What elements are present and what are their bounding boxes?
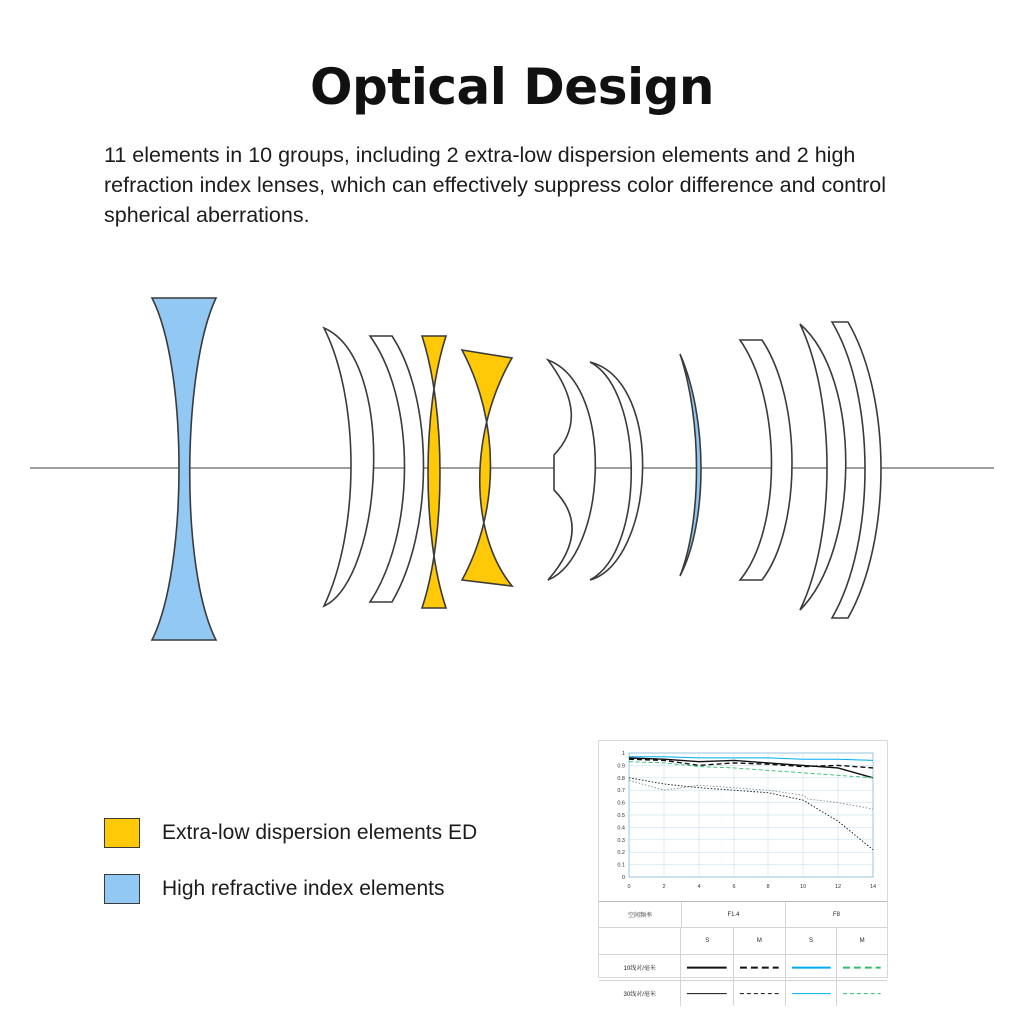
svg-text:6: 6: [732, 884, 736, 890]
svg-text:0.6: 0.6: [617, 800, 625, 807]
lens-element-9: [740, 340, 792, 580]
legend-swatch-high-index: [104, 874, 140, 904]
mtf-chart-panel: [598, 740, 888, 999]
mtf-table-subheader-row: [599, 928, 887, 954]
svg-text:0.1: 0.1: [617, 862, 625, 869]
lens-element-4-ed: [422, 336, 446, 608]
legend-item-ed: [104, 805, 584, 861]
svg-text:0.9: 0.9: [617, 763, 625, 770]
mtf-subheader-f8-s: S: [786, 928, 838, 953]
mtf-sample-f8-m-30: [837, 981, 887, 1006]
mtf-subheader-blank: [599, 928, 681, 953]
design-description: 11 elements in 10 groups, including 2 extra-low dispersion elements and 2 high refraction index lenses, which can effectively suppress color difference and control spherical aberrations.: [104, 143, 886, 227]
svg-text:0.7: 0.7: [617, 788, 625, 795]
mtf-row-label-10lp: 10线对/毫米: [599, 955, 681, 980]
legend-swatch-ed: [104, 818, 140, 848]
mtf-sample-f8-s-30: [786, 981, 838, 1006]
svg-text:2: 2: [662, 884, 666, 890]
legend-label-ed: Extra-low dispersion elements ED: [162, 821, 478, 844]
svg-text:0.8: 0.8: [617, 775, 625, 782]
mtf-sample-f14-m-30: [734, 981, 786, 1006]
lens-element-7: [590, 362, 643, 580]
mtf-plot-svg: [599, 741, 887, 901]
mtf-subheader-f8-m: M: [859, 937, 865, 944]
lens-cross-section-diagram: [30, 250, 994, 735]
mtf-sample-f14-s-30: [681, 981, 734, 1006]
svg-text:14: 14: [869, 884, 877, 890]
mtf-sample-f8-s-10: [786, 955, 838, 980]
lens-element-3: [370, 336, 424, 602]
svg-text:8: 8: [766, 884, 770, 890]
mtf-sample-f14-m-10: [734, 955, 786, 980]
svg-text:0.5: 0.5: [617, 813, 625, 819]
lens-element-1: [152, 298, 216, 640]
lens-element-6: [548, 360, 595, 580]
mtf-header-f8: F8: [832, 911, 840, 918]
lens-element-10: [800, 324, 846, 610]
mtf-legend-table: [599, 901, 887, 999]
page-title: Optical Design: [310, 58, 714, 116]
mtf-subheader-f14-s: S: [681, 928, 734, 953]
mtf-header-frequency: 空间频率: [599, 902, 682, 927]
svg-text:10: 10: [799, 884, 807, 890]
mtf-sample-f8-m-10: [837, 955, 887, 980]
mtf-sample-f14-s-10: [681, 955, 734, 980]
svg-text:4: 4: [697, 884, 701, 890]
lens-diagram-svg: [30, 250, 994, 730]
mtf-table-row: [599, 981, 887, 1006]
lens-element-8-high-index: [680, 354, 701, 576]
svg-text:0.3: 0.3: [617, 837, 625, 844]
lens-element-2: [324, 328, 374, 606]
mtf-plot: [599, 741, 887, 901]
legend-label-high-index: High refractive index elements: [162, 877, 445, 900]
mtf-header-f14: F1.4: [682, 902, 786, 927]
mtf-table-header-row: [599, 902, 887, 928]
legend: [104, 805, 584, 917]
mtf-subheader-f14-m: M: [734, 928, 786, 953]
svg-text:0: 0: [621, 875, 625, 881]
mtf-row-label-30lp: 30线对/毫米: [599, 981, 681, 1006]
legend-item-high-index: [104, 861, 584, 917]
svg-text:1: 1: [621, 751, 625, 757]
svg-text:12: 12: [834, 884, 842, 890]
svg-text:0.2: 0.2: [617, 850, 625, 857]
svg-text:0.4: 0.4: [617, 825, 625, 832]
svg-text:0: 0: [627, 884, 631, 890]
mtf-table-row: [599, 955, 887, 981]
